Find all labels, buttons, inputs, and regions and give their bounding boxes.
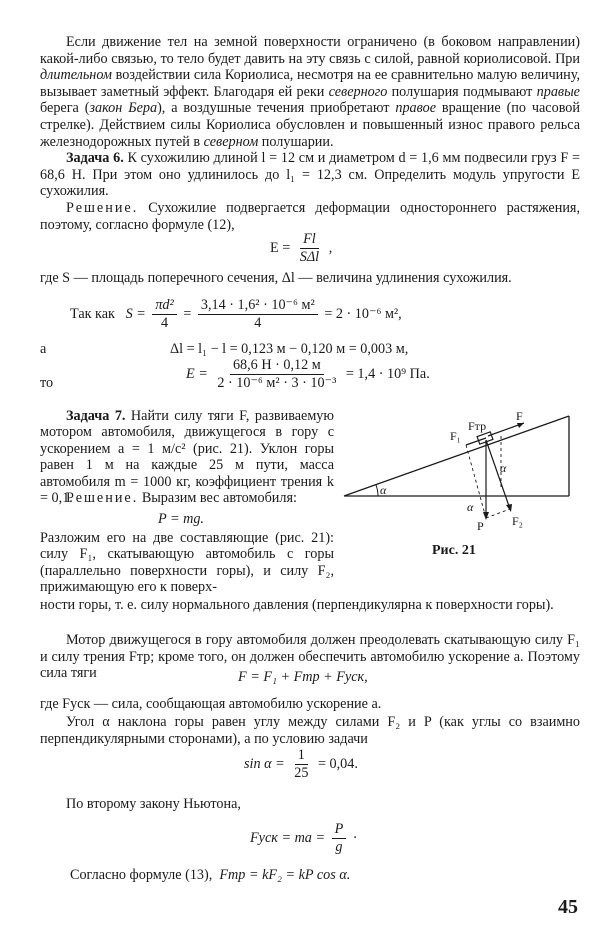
task7-angle-paragraph: Угол α наклона горы равен углу между силами F₂ и P (как углы со взаимно перпендикулярными сторонами), а по условию задачи bbox=[40, 714, 580, 747]
formula-elongation: Δl = l₁ − l = 0,123 м − 0,120 м = 0,003 м, bbox=[170, 341, 409, 357]
label-alpha-ground: α bbox=[380, 483, 387, 497]
task7-where: где Fуск — сила, сообщающая автомобилю ускорение a. bbox=[40, 696, 382, 712]
label-alpha-top: α bbox=[500, 461, 507, 475]
figure-caption: Рис. 21 bbox=[432, 543, 476, 558]
task6-where: где S — площадь поперечного сечения, Δl — величина удлинения сухожилия. bbox=[40, 270, 512, 286]
intro-paragraph: Если движение тел на земной поверхности ограничено (в боковом направлении) какой-либо связью, то тело будет давить на эту связь с силой, равной кориолисовой. При длительном воздействии сила Кориолиса, несмотря на ее сравнительно малую величину, вызывает заметный эффект. Благодаря ей реки северного полушария подмывают правые берега (закон Бера), а воздушные течения приобретают правое вращение (по часовой стрелке). Действием силы Кориолиса обусловлен и повышенный износ правого рельса железнодорожных путей в северном полушарии. bbox=[40, 34, 580, 150]
formula-weight: P = mg. bbox=[158, 511, 204, 527]
task7-solution: Решение. Выразим вес автомобиля: bbox=[66, 490, 297, 506]
task7-newton: По второму закону Ньютона, bbox=[66, 796, 241, 812]
formula-acceleration-force: Fуск = ma = $\frac{P}{g}$ · bbox=[250, 821, 358, 855]
task6-statement: Задача 6. К сухожилию длиной l = 12 см и диаметром d = 1,6 мм подвесили груз F = 68,6 Н. При этом оно удлинилось до l₁ = 12,3 см. Определить модуль упругости E сухожилия. bbox=[40, 150, 580, 200]
formula-e-definition: E = $\frac{Fl}{\text{SΔl}}$ , bbox=[270, 231, 333, 265]
label-f: F bbox=[516, 410, 523, 423]
task6-solution: Решение. Сухожилие подвергается деформации одностороннего растяжения, поэтому, согласно формуле (12), bbox=[40, 200, 580, 233]
and-label: а bbox=[40, 341, 47, 357]
formula-modulus-result: E = $\frac{68,6 Н \cdot 0,12 м}{\text{2 · 10⁻⁶ м² · 3 · 10⁻³}}$ = 1,4 · 10⁹ Па. bbox=[186, 357, 430, 391]
page-number: 45 bbox=[558, 896, 578, 918]
incline-line bbox=[344, 416, 569, 496]
label-p: P bbox=[477, 519, 484, 533]
task7-decomposition-cont: ности горы, т. е. силу нормального давления (перпендикулярна к поверхности горы). bbox=[40, 597, 554, 613]
label-f1: F₁ bbox=[450, 429, 461, 443]
label-alpha-bottom: α bbox=[467, 500, 474, 514]
formula-friction: Согласно формуле (13), Fтр = kF₂ = kP cos α. bbox=[70, 867, 351, 883]
task7-motor-paragraph: Мотор движущегося в гору автомобиля должен преодолевать скатывающую силу F₁ и силу трения Fтр; кроме того, он должен обеспечить автомобилю ускорение a. Поэтому сила тяги bbox=[40, 632, 580, 682]
task7-decomposition: Разложим его на две составляющие (рис. 21): силу F₁, скатывающую автомобиль с горы (параллельно поверхности горы), и силу F₂, прижимающую его к поверх- bbox=[40, 530, 334, 596]
then-label: то bbox=[40, 375, 54, 391]
formula-traction: F = F₁ + Fтр + Fуск, bbox=[238, 669, 368, 685]
formula-area: Так как S = $\frac{\text{πd²}}{4}$ = $\frac{\text{3,14 · 1,6² · 10⁻⁶ м²}}{4}$ = 2 · 10⁻⁶ м², bbox=[70, 297, 402, 331]
label-ftr: Fтр bbox=[468, 419, 487, 433]
incline-angle-arc bbox=[376, 485, 378, 496]
task7-statement: Задача 7. Найти силу тяги F, развиваемую мотором автомобиля, движущегося в гору с ускорением a = 1 м/с² (рис. 21). Уклон горы равен 1 м на каждые 25 м пути, масса автомобиля m = 1000 кг, коэффициент трения k = 0,1. bbox=[40, 408, 334, 507]
formula-sine: sin α = $\frac{1}{25}$ = 0,04. bbox=[244, 747, 358, 781]
figure-21-incline-diagram bbox=[336, 410, 576, 540]
force-f2-arrow bbox=[486, 440, 510, 509]
label-f2: F₂ bbox=[512, 514, 523, 528]
dashed-helper-2 bbox=[486, 509, 510, 518]
